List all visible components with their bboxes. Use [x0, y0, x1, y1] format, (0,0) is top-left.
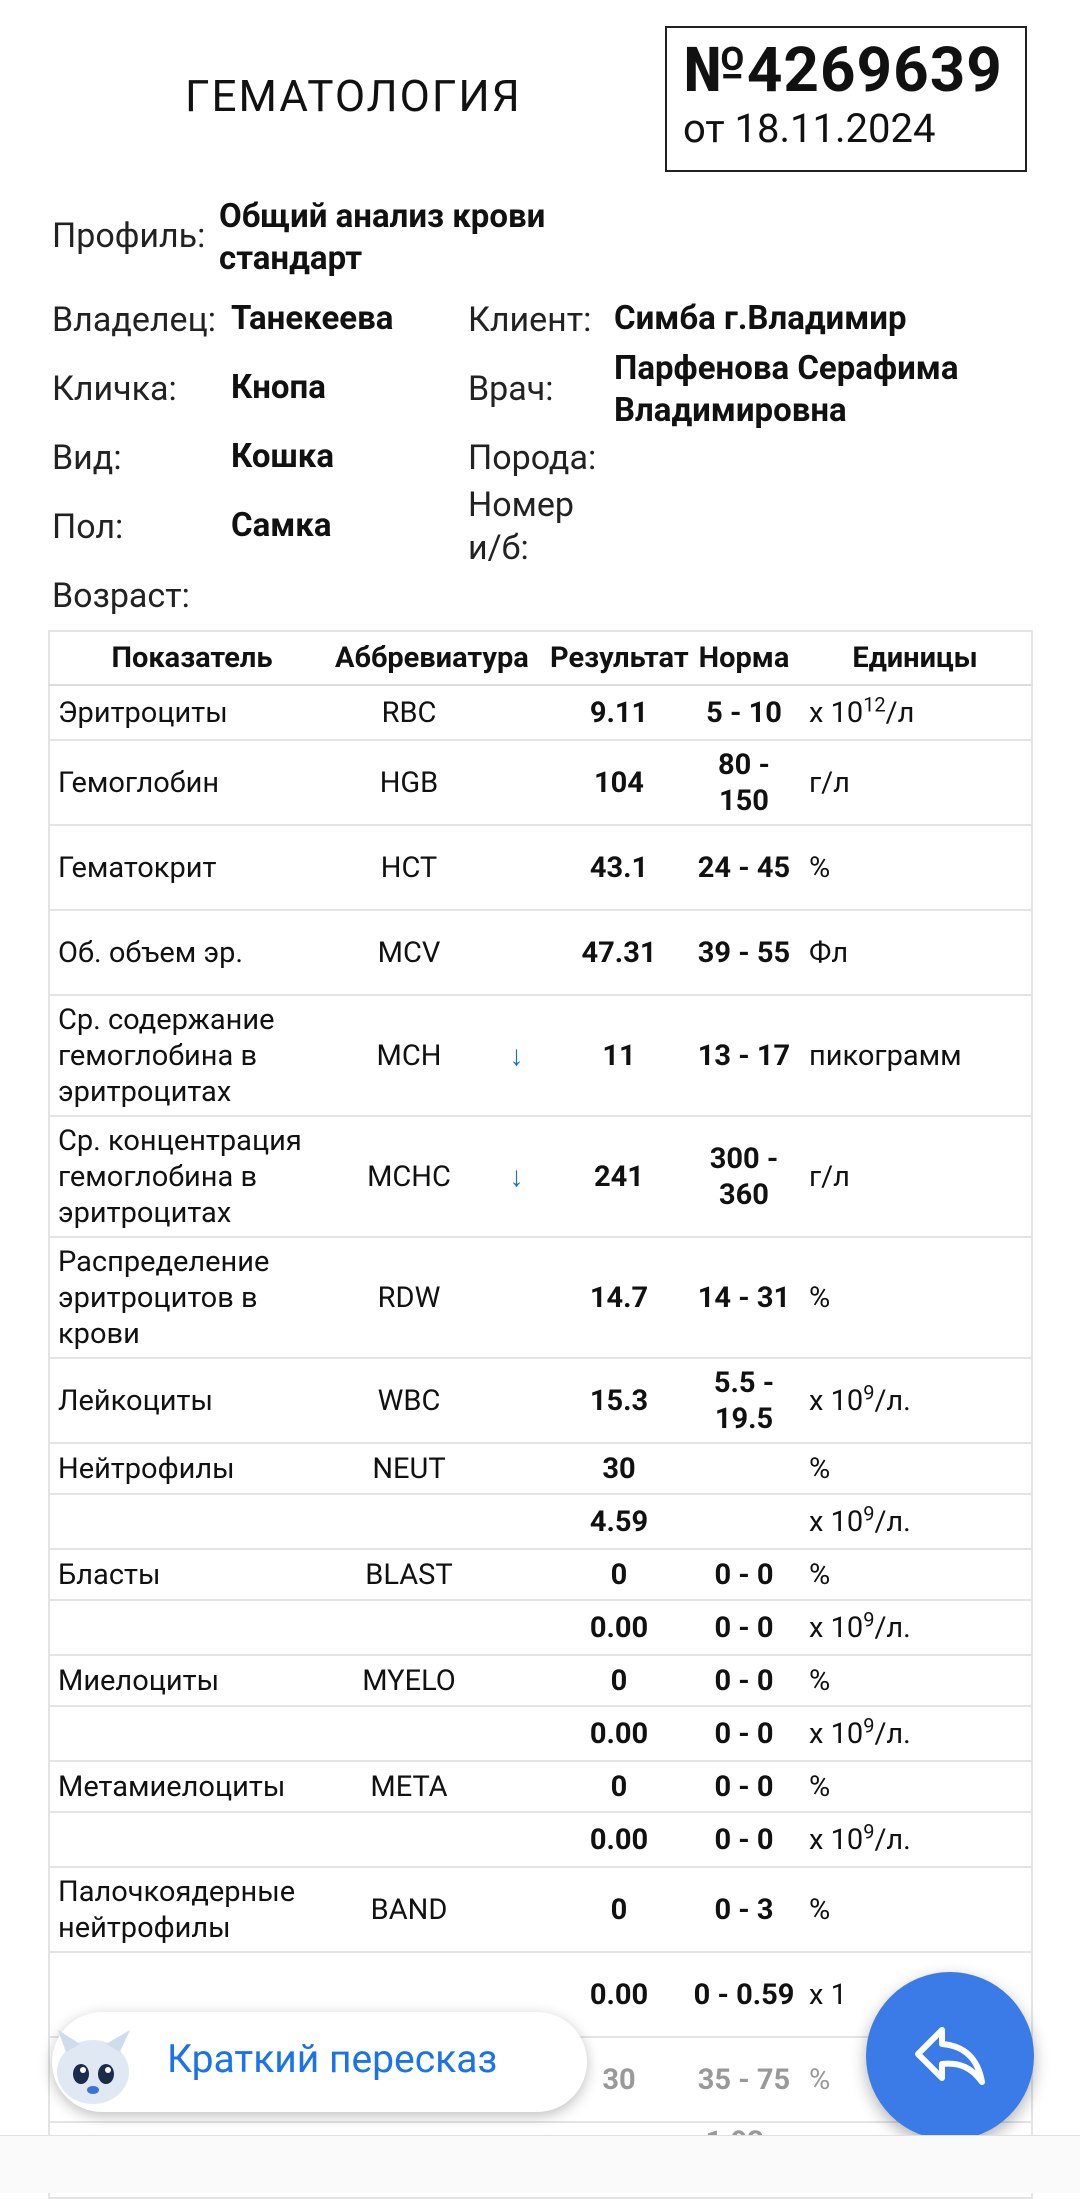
share-button[interactable] [866, 1972, 1034, 2140]
cell-units [799, 1494, 1032, 1549]
unit-base: x 10 [809, 1610, 864, 1645]
mascot-icon [48, 2022, 138, 2112]
cell-units [799, 995, 1032, 1116]
cell-norm: 0 - 0 [689, 1812, 799, 1867]
table-row [49, 1655, 1032, 1706]
cell-units [799, 1116, 1032, 1237]
document-number-box [665, 26, 1027, 172]
cell-parameter: Об. объем эр. [49, 910, 334, 995]
doctor-label: Врач: [468, 369, 554, 409]
owner-value: Танекеева [231, 299, 394, 338]
unit-base: % [809, 2062, 831, 2097]
cell-norm: 0 - 0.59 [689, 1952, 799, 2037]
cell-norm: 0 - 0 [689, 1600, 799, 1655]
table-row [49, 1549, 1032, 1600]
table-row [49, 1116, 1032, 1237]
cell-norm: 0 - 3 [689, 1867, 799, 1952]
header-abbreviation: Аббревиатура [334, 631, 484, 685]
table-row [49, 995, 1032, 1116]
unit-base: г/л [809, 765, 850, 800]
unit-exponent: 9 [863, 1379, 875, 1404]
table-row [49, 1867, 1032, 1952]
cell-abbreviation: MCV [334, 910, 484, 995]
owner-label: Владелец: [52, 300, 216, 340]
unit-base: г/л [809, 1159, 850, 1194]
cell-flag: ↓ [484, 995, 549, 1116]
cell-norm: 5 - 10 [689, 685, 799, 740]
unit-base: % [809, 1663, 831, 1698]
cell-result: 9.11 [549, 685, 689, 740]
header-units: Единицы [799, 631, 1032, 685]
cell-parameter: Ср. концентрация гемоглобина в эритроцитах [49, 1116, 334, 1237]
cell-units [799, 1706, 1032, 1761]
share-arrow-icon [910, 2016, 990, 2096]
cell-flag [484, 1358, 549, 1443]
unit-tail: /л. [874, 1610, 911, 1645]
cell-flag [484, 1600, 549, 1655]
unit-base: % [809, 1280, 831, 1315]
unit-base: % [809, 1451, 831, 1486]
cell-result: 0 [549, 1655, 689, 1706]
cell-flag [484, 910, 549, 995]
cell-units [799, 740, 1032, 825]
unit-base: x 10 [809, 1383, 864, 1418]
cell-flag [484, 1494, 549, 1549]
cell-parameter: Миелоциты [49, 1655, 334, 1706]
summary-button-label: Краткий пересказ [167, 2036, 498, 2082]
cell-result: 0.00 [549, 1952, 689, 2037]
cell-flag [484, 825, 549, 910]
cell-norm: 0 - 0 [689, 1761, 799, 1812]
cell-flag [484, 1655, 549, 1706]
cell-result: 104 [549, 740, 689, 825]
cell-result: 14.7 [549, 1237, 689, 1358]
document-date: от 18.11.2024 [683, 105, 936, 152]
cell-units [799, 1549, 1032, 1600]
cell-units [799, 1443, 1032, 1494]
unit-tail: /л. [874, 1822, 911, 1857]
record-label-line1: Номер [468, 485, 574, 525]
cell-parameter: Нейтрофилы [49, 1443, 334, 1494]
cell-abbreviation: BLAST [334, 1549, 484, 1600]
table-row [49, 685, 1032, 740]
cell-norm: 0 - 0 [689, 1655, 799, 1706]
cell-flag [484, 1812, 549, 1867]
header-parameter: Показатель [49, 631, 334, 685]
cell-result: 4.59 [549, 1494, 689, 1549]
unit-base: x 10 [809, 695, 864, 730]
table-header-row [49, 631, 1032, 685]
client-value: Симба г.Владимир [614, 299, 907, 338]
cell-abbreviation [334, 1600, 484, 1655]
cell-parameter [49, 1494, 334, 1549]
table-row [49, 1443, 1032, 1494]
cell-norm: 24 - 45 [689, 825, 799, 910]
cell-flag [484, 1867, 549, 1952]
unit-base: % [809, 1892, 831, 1927]
header-result: Результат [549, 631, 689, 685]
cell-result: 11 [549, 995, 689, 1116]
cell-abbreviation [334, 1812, 484, 1867]
sex-value: Самка [231, 506, 332, 545]
cell-units [799, 1600, 1032, 1655]
cell-flag [484, 1443, 549, 1494]
cell-units [799, 1237, 1032, 1358]
record-label-line2: и/б: [468, 528, 529, 568]
cell-parameter: Ср. содержание гемоглобина в эритроцитах [49, 995, 334, 1116]
cell-units [799, 910, 1032, 995]
cell-norm [689, 1494, 799, 1549]
cell-units [799, 1655, 1032, 1706]
cell-result: 0.00 [549, 1600, 689, 1655]
cell-norm: 80 - 150 [689, 740, 799, 825]
breed-label: Порода: [468, 438, 597, 478]
cell-result: 241 [549, 1116, 689, 1237]
table-row [49, 740, 1032, 825]
nickname-label: Кличка: [52, 369, 177, 409]
unit-base: % [809, 1769, 831, 1804]
doctor-value-line1: Парфенова Серафима [614, 349, 959, 388]
cell-parameter: Метамиелоциты [49, 1761, 334, 1812]
unit-exponent: 9 [863, 1606, 875, 1631]
profile-value-line2: стандарт [219, 239, 363, 278]
client-label: Клиент: [468, 300, 592, 340]
unit-tail: /л. [874, 1383, 911, 1418]
cell-result: 30 [549, 1443, 689, 1494]
unit-base: x 10 [809, 1504, 864, 1539]
cell-abbreviation: HCT [334, 825, 484, 910]
cell-parameter: Бласты [49, 1549, 334, 1600]
navigation-bar [0, 2135, 1080, 2193]
cell-result: 0.00 [549, 1706, 689, 1761]
cell-norm: 0 - 0 [689, 1706, 799, 1761]
cell-norm: 35 - 75 [689, 2037, 799, 2122]
nickname-value: Кнопа [231, 368, 326, 407]
cell-units [799, 1761, 1032, 1812]
table-row [49, 1237, 1032, 1358]
cell-parameter: Гематокрит [49, 825, 334, 910]
unit-base: x 10 [809, 1716, 864, 1751]
cell-norm [689, 1443, 799, 1494]
cell-result: 0 [549, 1867, 689, 1952]
cell-norm: 13 - 17 [689, 995, 799, 1116]
cell-flag [484, 1237, 549, 1358]
cell-result: 0 [549, 1761, 689, 1812]
species-label: Вид: [52, 438, 122, 478]
cell-parameter [49, 1812, 334, 1867]
cell-abbreviation: MCH [334, 995, 484, 1116]
cell-result: 43.1 [549, 825, 689, 910]
unit-exponent: 12 [863, 691, 886, 716]
document-number: №4269639 [683, 34, 1003, 107]
cell-flag [484, 1761, 549, 1812]
table-row [49, 1706, 1032, 1761]
cell-parameter: Распределение эритроцитов в крови [49, 1237, 334, 1358]
unit-tail: /л. [874, 1716, 911, 1751]
table-row [49, 1761, 1032, 1812]
cell-norm: 0 - 0 [689, 1549, 799, 1600]
doctor-value-line2: Владимировна [614, 391, 847, 430]
species-value: Кошка [231, 437, 335, 476]
header-norm: Норма [689, 631, 799, 685]
profile-value-line1: Общий анализ крови [219, 197, 546, 236]
table-row [49, 910, 1032, 995]
unit-tail: /л. [874, 1504, 911, 1539]
table-row [49, 1494, 1032, 1549]
cell-parameter: Гемоглобин [49, 740, 334, 825]
unit-exponent: 9 [863, 1500, 875, 1525]
sex-label: Пол: [52, 507, 124, 547]
profile-label: Профиль: [52, 216, 206, 256]
unit-base: пикограмм [809, 1038, 962, 1073]
unit-tail: /л [885, 695, 915, 730]
unit-base: % [809, 850, 831, 885]
cell-units [799, 825, 1032, 910]
cell-abbreviation: MCHC [334, 1116, 484, 1237]
cell-abbreviation: META [334, 1761, 484, 1812]
cell-flag [484, 685, 549, 740]
cell-result: 0.00 [549, 1812, 689, 1867]
cell-parameter [49, 1600, 334, 1655]
cell-abbreviation: NEUT [334, 1443, 484, 1494]
page-title: ГЕМАТОЛОГИЯ [185, 70, 522, 122]
cell-abbreviation [334, 1706, 484, 1761]
age-label: Возраст: [52, 576, 190, 616]
cell-result: 30 [549, 2037, 689, 2122]
cell-norm: 39 - 55 [689, 910, 799, 995]
cell-units [799, 1358, 1032, 1443]
unit-base: x 10 [809, 1822, 864, 1857]
cell-parameter [49, 1706, 334, 1761]
cell-result: 47.31 [549, 910, 689, 995]
table-row [49, 1812, 1032, 1867]
cell-flag [484, 740, 549, 825]
cell-abbreviation: WBC [334, 1358, 484, 1443]
unit-exponent: 9 [863, 1712, 875, 1737]
unit-exponent: 9 [863, 1818, 875, 1843]
cell-flag [484, 1549, 549, 1600]
cell-parameter: Лейкоциты [49, 1358, 334, 1443]
cell-result: 15.3 [549, 1358, 689, 1443]
cell-result: 0 [549, 1549, 689, 1600]
cell-abbreviation: BAND [334, 1867, 484, 1952]
unit-base: x 1 [809, 1977, 847, 2012]
cell-flag: ↓ [484, 1116, 549, 1237]
cell-abbreviation: RDW [334, 1237, 484, 1358]
cell-units [799, 685, 1032, 740]
cell-units [799, 1812, 1032, 1867]
cell-abbreviation: RBC [334, 685, 484, 740]
cell-parameter: Палочкоядерные нейтрофилы [49, 1867, 334, 1952]
table-row [49, 1358, 1032, 1443]
table-row [49, 825, 1032, 910]
cell-norm: 5.5 - 19.5 [689, 1358, 799, 1443]
cell-parameter: Эритроциты [49, 685, 334, 740]
results-table [48, 630, 1033, 2199]
cell-flag [484, 1706, 549, 1761]
cell-norm: 14 - 31 [689, 1237, 799, 1358]
cell-abbreviation [334, 1494, 484, 1549]
table-row [49, 1600, 1032, 1655]
unit-base: Фл [809, 935, 849, 970]
cell-norm: 300 - 360 [689, 1116, 799, 1237]
cell-abbreviation: MYELO [334, 1655, 484, 1706]
cell-abbreviation: HGB [334, 740, 484, 825]
unit-base: % [809, 1557, 831, 1592]
cell-units [799, 1867, 1032, 1952]
